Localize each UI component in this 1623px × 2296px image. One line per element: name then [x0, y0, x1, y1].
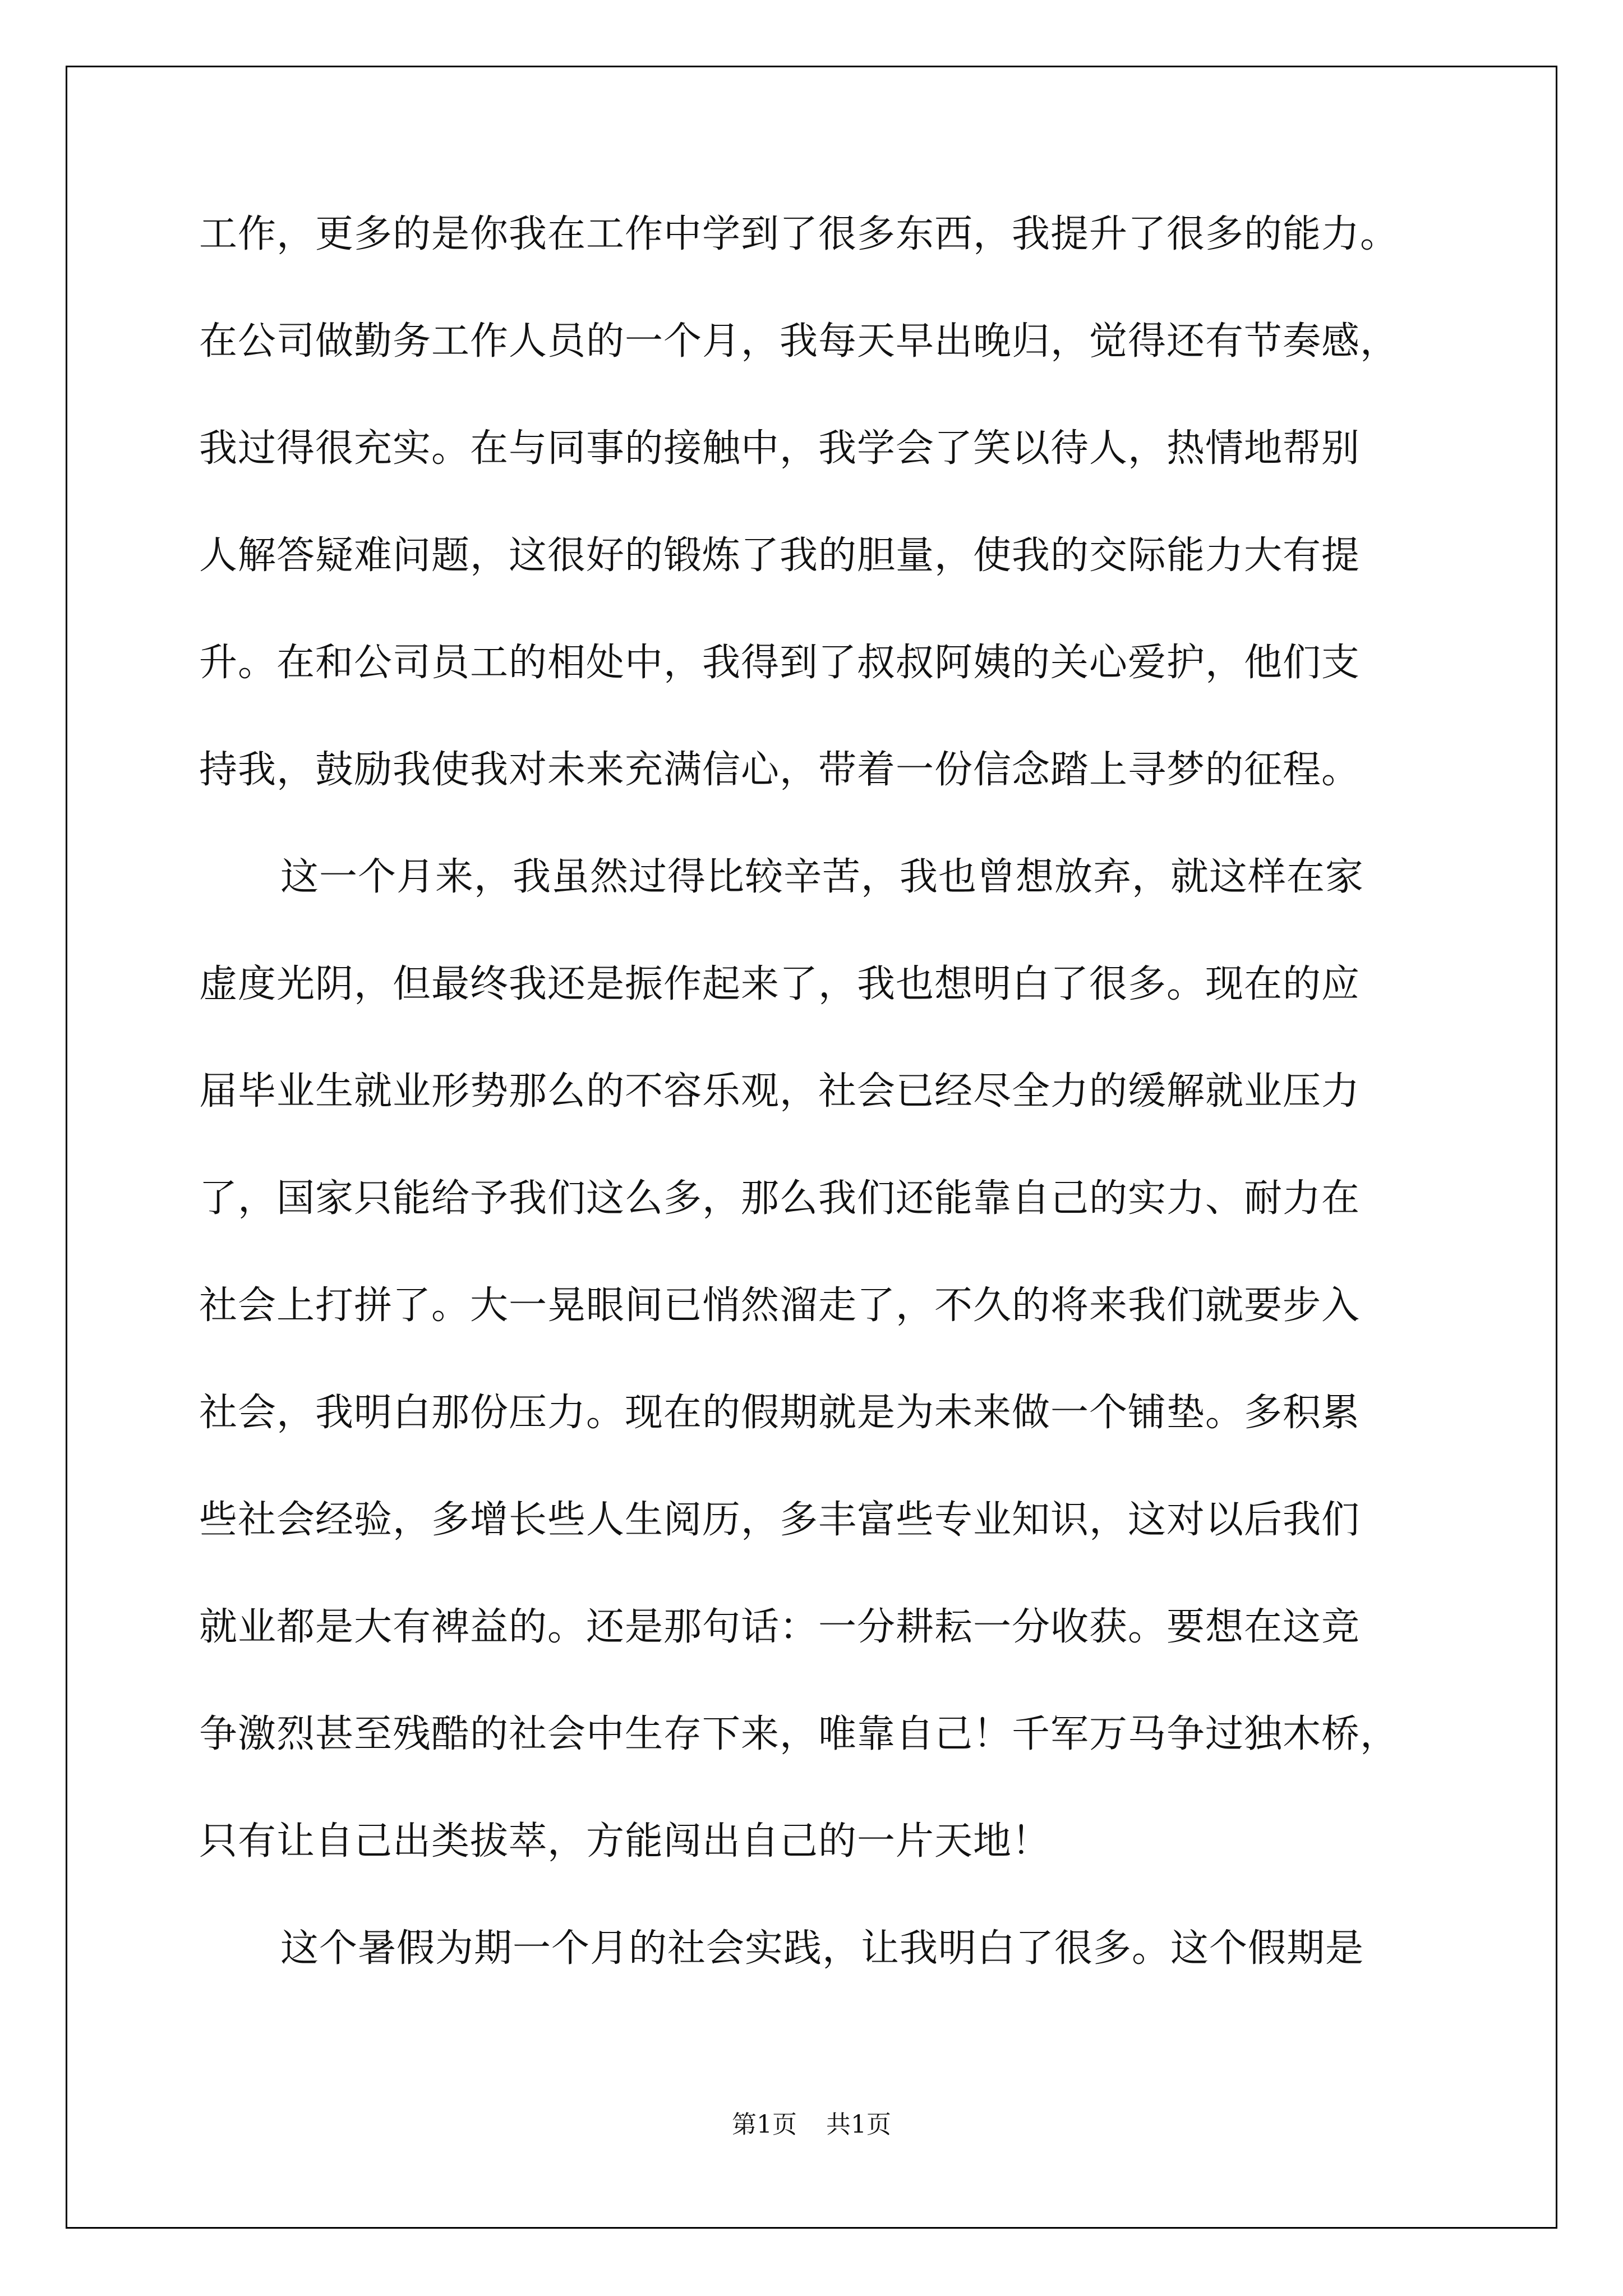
paragraph-line: 了，国家只能给予我们这么多，那么我们还能靠自己的实力、耐力在	[199, 1176, 1361, 1221]
paragraph-line: 这一个月来，我虽然过得比较辛苦，我也曾想放弃，就这样在家	[280, 855, 1364, 899]
paragraph-line: 工作，更多的是你我在工作中学到了很多东西，我提升了很多的能力。	[199, 212, 1399, 256]
paragraph-line: 在公司做勤务工作人员的一个月，我每天早出晚归，觉得还有节奏感，	[199, 319, 1399, 364]
paragraph-line: 我过得很充实。在与同事的接触中，我学会了笑以待人，热情地帮别	[199, 426, 1361, 471]
paragraph-line: 社会，我明白那份压力。现在的假期就是为未来做一个铺垫。多积累	[199, 1391, 1361, 1435]
page-border	[66, 66, 1557, 2229]
page-footer	[0, 2108, 1623, 2142]
page-number: 第1页	[732, 2110, 797, 2139]
paragraph-line: 社会上打拼了。大一晃眼间已悄然溜走了，不久的将来我们就要步入	[199, 1283, 1361, 1328]
paragraph-line: 升。在和公司员工的相处中，我得到了叔叔阿姨的关心爱护，他们支	[199, 641, 1361, 685]
paragraph-line: 届毕业生就业形势那么的不容乐观，社会已经尽全力的缓解就业压力	[199, 1069, 1361, 1114]
paragraph-line: 只有让自己出类拔萃，方能闯出自己的一片天地！	[199, 1819, 1051, 1864]
paragraph-line: 持我，鼓励我使我对未来充满信心，带着一份信念踏上寻梦的征程。	[199, 748, 1361, 792]
paragraph-line: 争激烈甚至残酷的社会中生存下来，唯靠自己！千军万马争过独木桥，	[199, 1712, 1399, 1756]
paragraph-line: 就业都是大有裨益的。还是那句话：一分耕耘一分收获。要想在这竞	[199, 1605, 1361, 1649]
paragraph-line: 虚度光阴，但最终我还是振作起来了，我也想明白了很多。现在的应	[199, 962, 1361, 1006]
paragraph-line: 些社会经验，多增长些人生阅历，多丰富些专业知识，这对以后我们	[199, 1498, 1361, 1542]
page-total: 共1页	[826, 2110, 891, 2139]
paragraph-line: 这个暑假为期一个月的社会实践，让我明白了很多。这个假期是	[280, 1926, 1364, 1971]
paragraph-line: 人解答疑难问题，这很好的锻炼了我的胆量，使我的交际能力大有提	[199, 533, 1361, 578]
